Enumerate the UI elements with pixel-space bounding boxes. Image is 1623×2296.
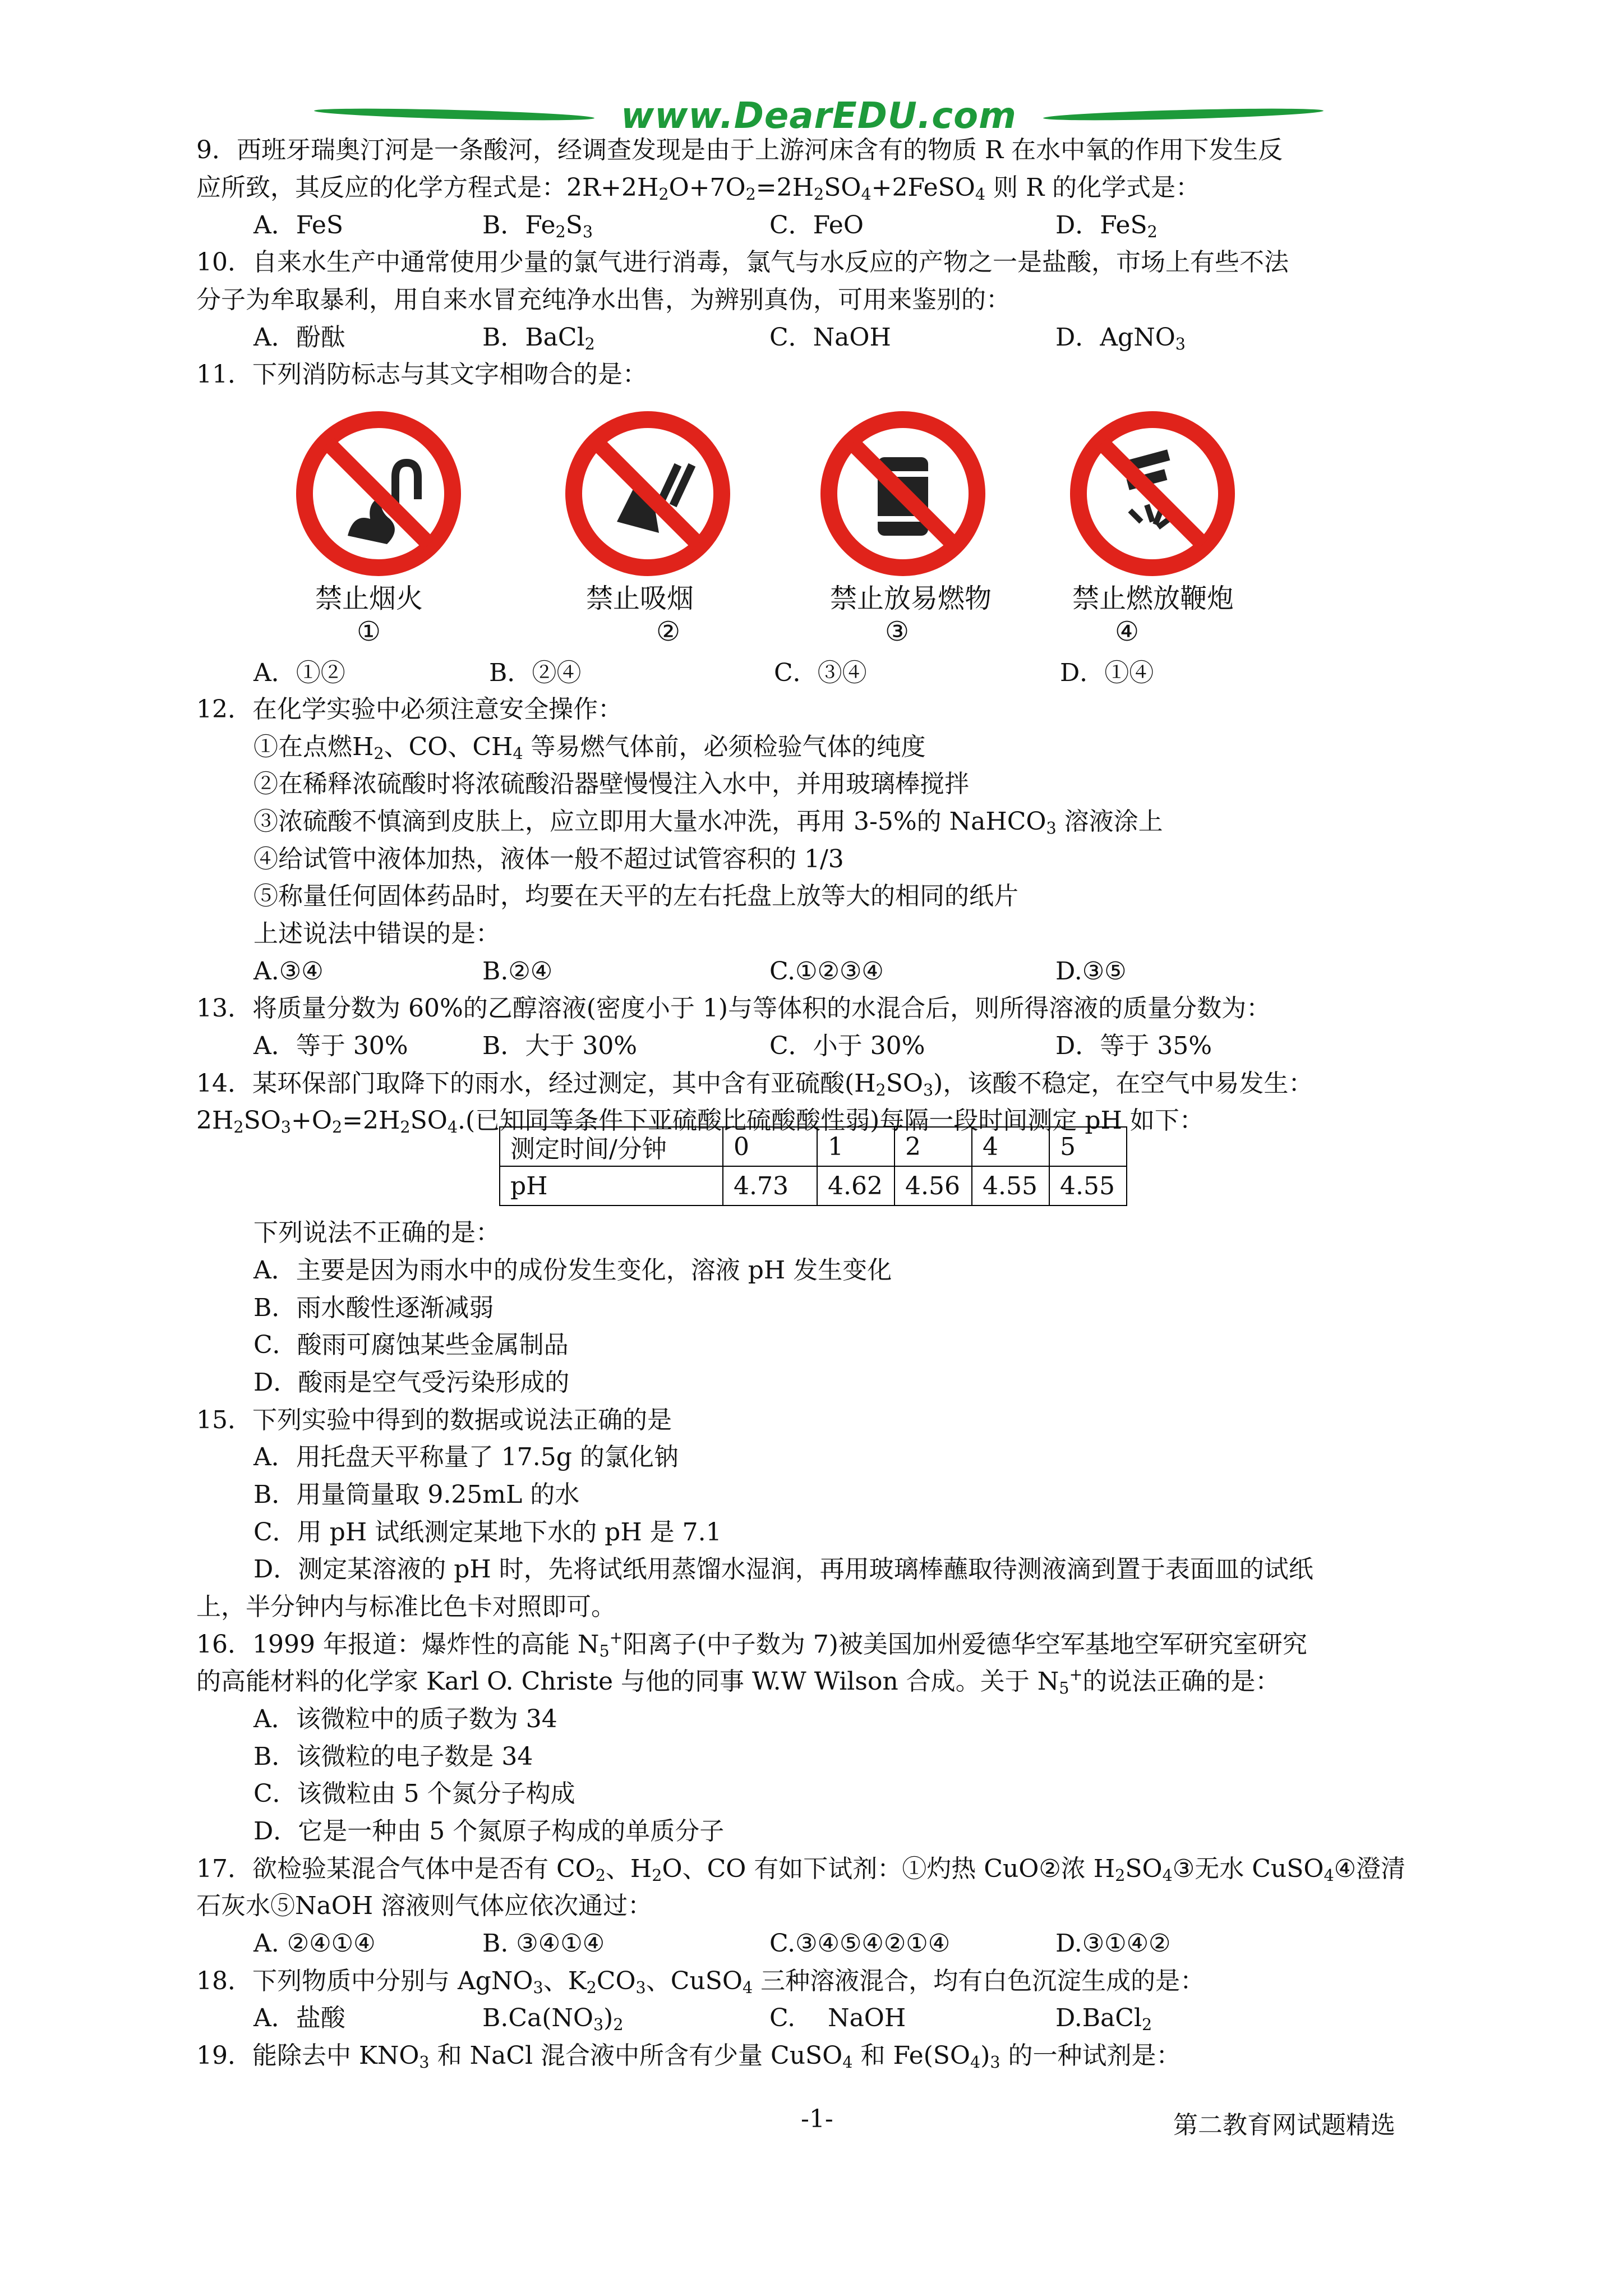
q10-option-a: A．酚酞: [253, 323, 345, 352]
q18-option-a: A．盐酸: [253, 2004, 345, 2032]
sign-label-2: 禁止吸烟: [586, 583, 694, 614]
q15-option-d-line2: 上，半分钟内与标准比色卡对照即可。: [196, 1593, 616, 1621]
sign-number-2: ②: [656, 616, 681, 647]
footer-source: 第二教育网试题精选: [1173, 2111, 1395, 2139]
q12-statement-4: ④给试管中液体加热，液体一般不超过试管容积的 1/3: [253, 845, 844, 873]
sign-label-4: 禁止燃放鞭炮: [1072, 583, 1234, 614]
table-cell: 测定时间/分钟: [500, 1127, 723, 1166]
q16-line1: 16．1999 年报道：爆炸性的高能 $N_5^+$阳离子(中子数为 7)被美国加州爱德华空军基地空军研究室研究: [196, 1627, 1307, 1661]
q11-option-d: D．①④: [1060, 659, 1154, 687]
q9-line2: 应所致，其反应的化学方程式是：$2R+2H_2O+7O_2=2H_2SO_4+2FeSO_4$ 则 R 的化学式是：: [196, 173, 1201, 204]
q14-option-d: D．酸雨是空气受污染形成的: [253, 1368, 570, 1397]
q16-option-a: A．该微粒中的质子数为 34: [253, 1705, 557, 1733]
q15-option-b: B．用量筒量取 9.25mL 的水: [253, 1480, 580, 1509]
table-cell: 4.73: [723, 1166, 817, 1205]
no-flammables-sign-icon: [819, 409, 987, 578]
q19-line1: 19．能除去中 $KNO_3$ 和 NaCl 混合液中所含有少量 CuSO$_4$ 和 $Fe(SO_4)_3$ 的一种试剂是：: [196, 2041, 1181, 2072]
sign-label-3: 禁止放易燃物: [830, 583, 992, 614]
q13-line1: 13．将质量分数为 60%的乙醇溶液(密度小于 1)与等体积的水混合后，则所得溶液的质量分数为：: [196, 994, 1271, 1023]
q16-option-d: D．它是一种由 5 个氮原子构成的单质分子: [253, 1817, 725, 1846]
table-cell: 4: [972, 1127, 1049, 1166]
table-row: [500, 1166, 1127, 1205]
site-logo-text: www.DearEDU.com: [621, 95, 1017, 137]
sign-number-1: ①: [357, 616, 381, 647]
q15-option-d-line1: D．测定某溶液的 pH 时，先将试纸用蒸馏水湿润，再用玻璃棒蘸取待测液滴到置于表面皿的试纸: [253, 1555, 1313, 1584]
q12-question: 上述说法中错误的是：: [253, 919, 500, 948]
q14-option-a: A．主要是因为雨水中的成份发生变化，溶液 pH 发生变化: [253, 1256, 892, 1285]
q14-line2: $2H_2SO_3+O_2=2H_2SO_4$.(已知同等条件下亚硫酸比硫酸酸性弱)每隔一段时间测定 pH 如下：: [196, 1106, 1204, 1137]
q16-option-c: C．该微粒由 5 个氮分子构成: [253, 1779, 575, 1808]
q12-option-c: C.①②③④: [769, 957, 884, 986]
q17-option-c: C.③④⑤④②①④: [769, 1929, 951, 1958]
q17-line2: 石灰水⑤NaOH 溶液则气体应依次通过：: [196, 1892, 653, 1920]
q18-option-c: C. NaOH: [769, 2004, 906, 2032]
q14-question: 下列说法不正确的是：: [253, 1218, 500, 1247]
no-fire-sign-icon: [294, 409, 463, 578]
table-cell: 1: [817, 1127, 895, 1166]
q18-option-b: $B.Ca(NO_3)_2$: [482, 2004, 624, 2035]
q13-option-b: B．大于 30%: [482, 1032, 638, 1060]
ph-table: [499, 1126, 1127, 1206]
q10-line2: 分子为牟取暴利，用自来水冒充纯净水出售，为辨别真伪，可用来鉴别的：: [196, 286, 1011, 314]
q15-option-c: C．用 pH 试纸测定某地下水的 pH 是 7.1: [253, 1518, 722, 1547]
q17-option-d: D.③①④②: [1055, 1929, 1171, 1958]
table-row: [500, 1127, 1127, 1166]
q18-option-d: D.BaCl$_2$: [1055, 2004, 1152, 2035]
header-swoosh-right: [1043, 106, 1324, 122]
q11-line1: 11．下列消防标志与其文字相吻合的是：: [196, 360, 647, 389]
q9-option-b: B．$Fe_2S_3$: [482, 211, 593, 242]
q17-option-a: A. ②④①④: [253, 1929, 376, 1958]
q10-option-d: D．AgNO$_3$: [1055, 323, 1186, 354]
page-number: -1-: [801, 2105, 833, 2133]
q10-option-b: B．BaCl$_2$: [482, 323, 595, 354]
q10-option-c: C．NaOH: [769, 323, 891, 352]
q12-option-a: A.③④: [253, 957, 324, 986]
q9-option-c: C．FeO: [769, 211, 864, 240]
q9-option-d: D．FeS$_2$: [1055, 211, 1158, 242]
q12-statement-1: ①在点燃$H_2$、CO、$CH_4$ 等易燃气体前，必须检验气体的纯度: [253, 733, 926, 763]
q12-line1: 12．在化学实验中必须注意安全操作：: [196, 695, 623, 724]
table-cell: 4.56: [895, 1166, 972, 1205]
table-cell: pH: [500, 1166, 723, 1205]
q13-option-a: A．等于 30%: [253, 1032, 408, 1060]
q12-statement-3: ③浓硫酸不慎滴到皮肤上，应立即用大量水冲洗，再用 3-5%的 NaHCO$_3$ 溶液涂上: [253, 807, 1163, 838]
q14-line1: 14．某环保部门取降下的雨水，经过测定，其中含有亚硫酸$(H_2SO_3)$，该酸不稳定，在空气中易发生：: [196, 1069, 1313, 1100]
no-smoking-sign-icon: [564, 409, 732, 578]
table-cell: 2: [895, 1127, 972, 1166]
q15-option-a: A．用托盘天平称量了 17.5g 的氯化钠: [253, 1443, 679, 1471]
q11-option-b: B．②④: [489, 659, 582, 687]
q12-option-b: B.②④: [482, 957, 553, 986]
q16-option-b: B．该微粒的电子数是 34: [253, 1742, 533, 1771]
sign-number-4: ④: [1115, 616, 1140, 647]
q9-line1: 9．西班牙瑞奥汀河是一条酸河，经调查发现是由于上游河床含有的物质 R 在水中氧的作用下发生反: [196, 136, 1283, 164]
table-cell: 4.62: [817, 1166, 895, 1205]
q9-option-a: A．FeS: [253, 211, 344, 240]
q16-line2: 的高能材料的化学家 Karl O. Christe 与他的同事 W.W Wilson 合成。关于 $N_5^+$的说法正确的是：: [196, 1664, 1280, 1698]
q12-statement-2: ②在稀释浓硫酸时将浓硫酸沿器壁慢慢注入水中，并用玻璃棒搅拌: [253, 770, 969, 798]
q14-option-b: B．雨水酸性逐渐减弱: [253, 1294, 494, 1322]
q10-line1: 10．自来水生产中通常使用少量的氯气进行消毒，氯气与水反应的产物之一是盐酸，市场上有些不法: [196, 248, 1289, 277]
table-cell: 4.55: [972, 1166, 1049, 1205]
no-firecrackers-sign-icon: [1068, 409, 1237, 578]
sign-label-1: 禁止烟火: [315, 583, 423, 614]
q12-statement-5: ⑤称量任何固体药品时，均要在天平的左右托盘上放等大的相同的纸片: [253, 882, 1018, 910]
q15-line1: 15．下列实验中得到的数据或说法正确的是: [196, 1406, 672, 1434]
header-swoosh-left: [314, 106, 594, 122]
table-cell: 4.55: [1049, 1166, 1127, 1205]
sign-number-3: ③: [885, 616, 910, 647]
q13-option-d: D．等于 35%: [1055, 1032, 1212, 1060]
q14-option-c: C．酸雨可腐蚀某些金属制品: [253, 1331, 569, 1359]
q11-option-a: A．①②: [253, 659, 345, 687]
table-cell: 5: [1049, 1127, 1127, 1166]
q12-option-d: D.③⑤: [1055, 957, 1127, 986]
q17-option-b: B. ③④①④: [482, 1929, 605, 1958]
q13-option-c: C．小于 30%: [769, 1032, 925, 1060]
table-cell: 0: [723, 1127, 817, 1166]
q18-line1: 18．下列物质中分别与 AgNO$_3$、$K_2CO_3$、CuSO$_4$ 三种溶液混合，均有白色沉淀生成的是：: [196, 1967, 1205, 1998]
q17-line1: 17．欲检验某混合气体中是否有 $CO_2$、$H_2O$、CO 有如下试剂：①灼热 CuO②浓 $H_2SO_4③$无水 CuSO$_4$④澄清: [196, 1855, 1406, 1885]
q11-option-c: C．③④: [774, 659, 867, 687]
